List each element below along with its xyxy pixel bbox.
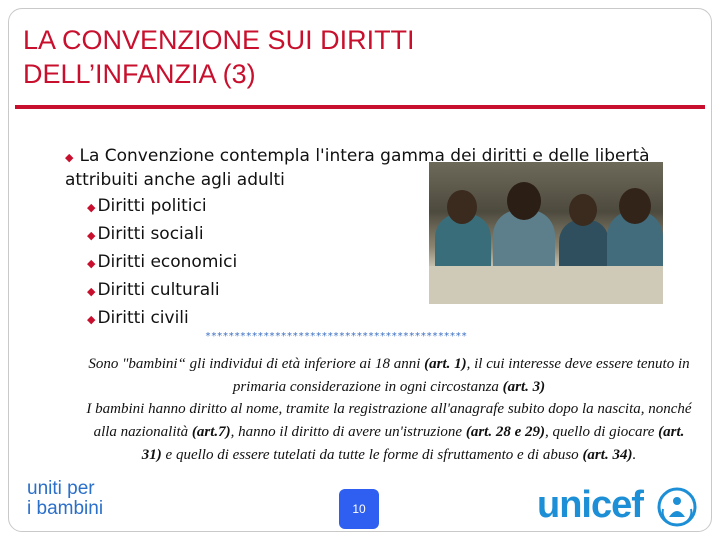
article-ref: (art.7) [191, 424, 231, 440]
unicef-logo: unicef [537, 484, 643, 526]
article-ref: (art. 1) [424, 356, 467, 372]
right-label: Diritti civili [97, 308, 189, 328]
children-rights-paragraph [83, 398, 695, 467]
para-text: , quello di giocare [544, 424, 659, 440]
para-text: I bambini hanno diritto al nome, tramite la registrazione all'anagrafe subito dopo la nascita, nonché alla nazionalità [86, 401, 692, 440]
article-ref: (art. 31) [141, 424, 685, 463]
list-item [87, 305, 675, 333]
star-separator: ********************************************* [205, 331, 467, 342]
list-item [87, 193, 675, 221]
bullet-icon: ◆ [87, 201, 96, 214]
slide-title: LA CONVENZIONE SUI DIRITTI DELL’INFANZIA (3) [23, 25, 415, 89]
para-text: . [632, 447, 637, 463]
unicef-emblem-icon [657, 487, 697, 527]
bullet-icon: ◆ [87, 229, 96, 242]
page-number-badge [339, 489, 379, 529]
list-item [87, 221, 675, 249]
para-text: , il cui interesse deve essere tenuto in primaria considerazione in ogni circostanza [232, 356, 690, 395]
bullet-icon: ◆ [87, 285, 96, 298]
bullet-icon: ◆ [87, 257, 96, 270]
article-ref: (art. 34) [582, 447, 633, 463]
title-underline [15, 105, 705, 109]
right-label: Diritti economici [97, 252, 238, 272]
logo-line: uniti per [27, 478, 95, 499]
logo-line: i bambini [27, 498, 104, 519]
article-ref: (art. 3) [502, 379, 546, 395]
slide [8, 8, 712, 532]
lead-text: La Convenzione contempla l'intera gamma dei diritti e delle libertà attribuiti anche agli adulti [65, 146, 650, 190]
rights-list [65, 193, 675, 333]
page-number: 10 [352, 502, 366, 516]
bullet-icon: ◆ [87, 313, 96, 326]
right-label: Diritti politici [97, 196, 207, 216]
para-text: e quello di essere tutelati da tutte le forme di sfruttamento e di abuso [161, 447, 583, 463]
list-item [87, 249, 675, 277]
right-label: Diritti sociali [97, 224, 204, 244]
right-label: Diritti culturali [97, 280, 220, 300]
para-text: Sono "bambini“ gli individui di età inferiore ai 18 anni [88, 356, 425, 372]
lead-paragraph [65, 145, 675, 191]
children-definition-paragraph [83, 353, 695, 399]
bullet-icon: ◆ [65, 151, 74, 164]
list-item [87, 277, 675, 305]
slide-body [65, 145, 675, 333]
article-ref: (art. 28 e 29) [465, 424, 545, 440]
para-text: , hanno il diritto di avere un'istruzione [230, 424, 466, 440]
uniti-per-i-bambini-logo [27, 479, 103, 519]
